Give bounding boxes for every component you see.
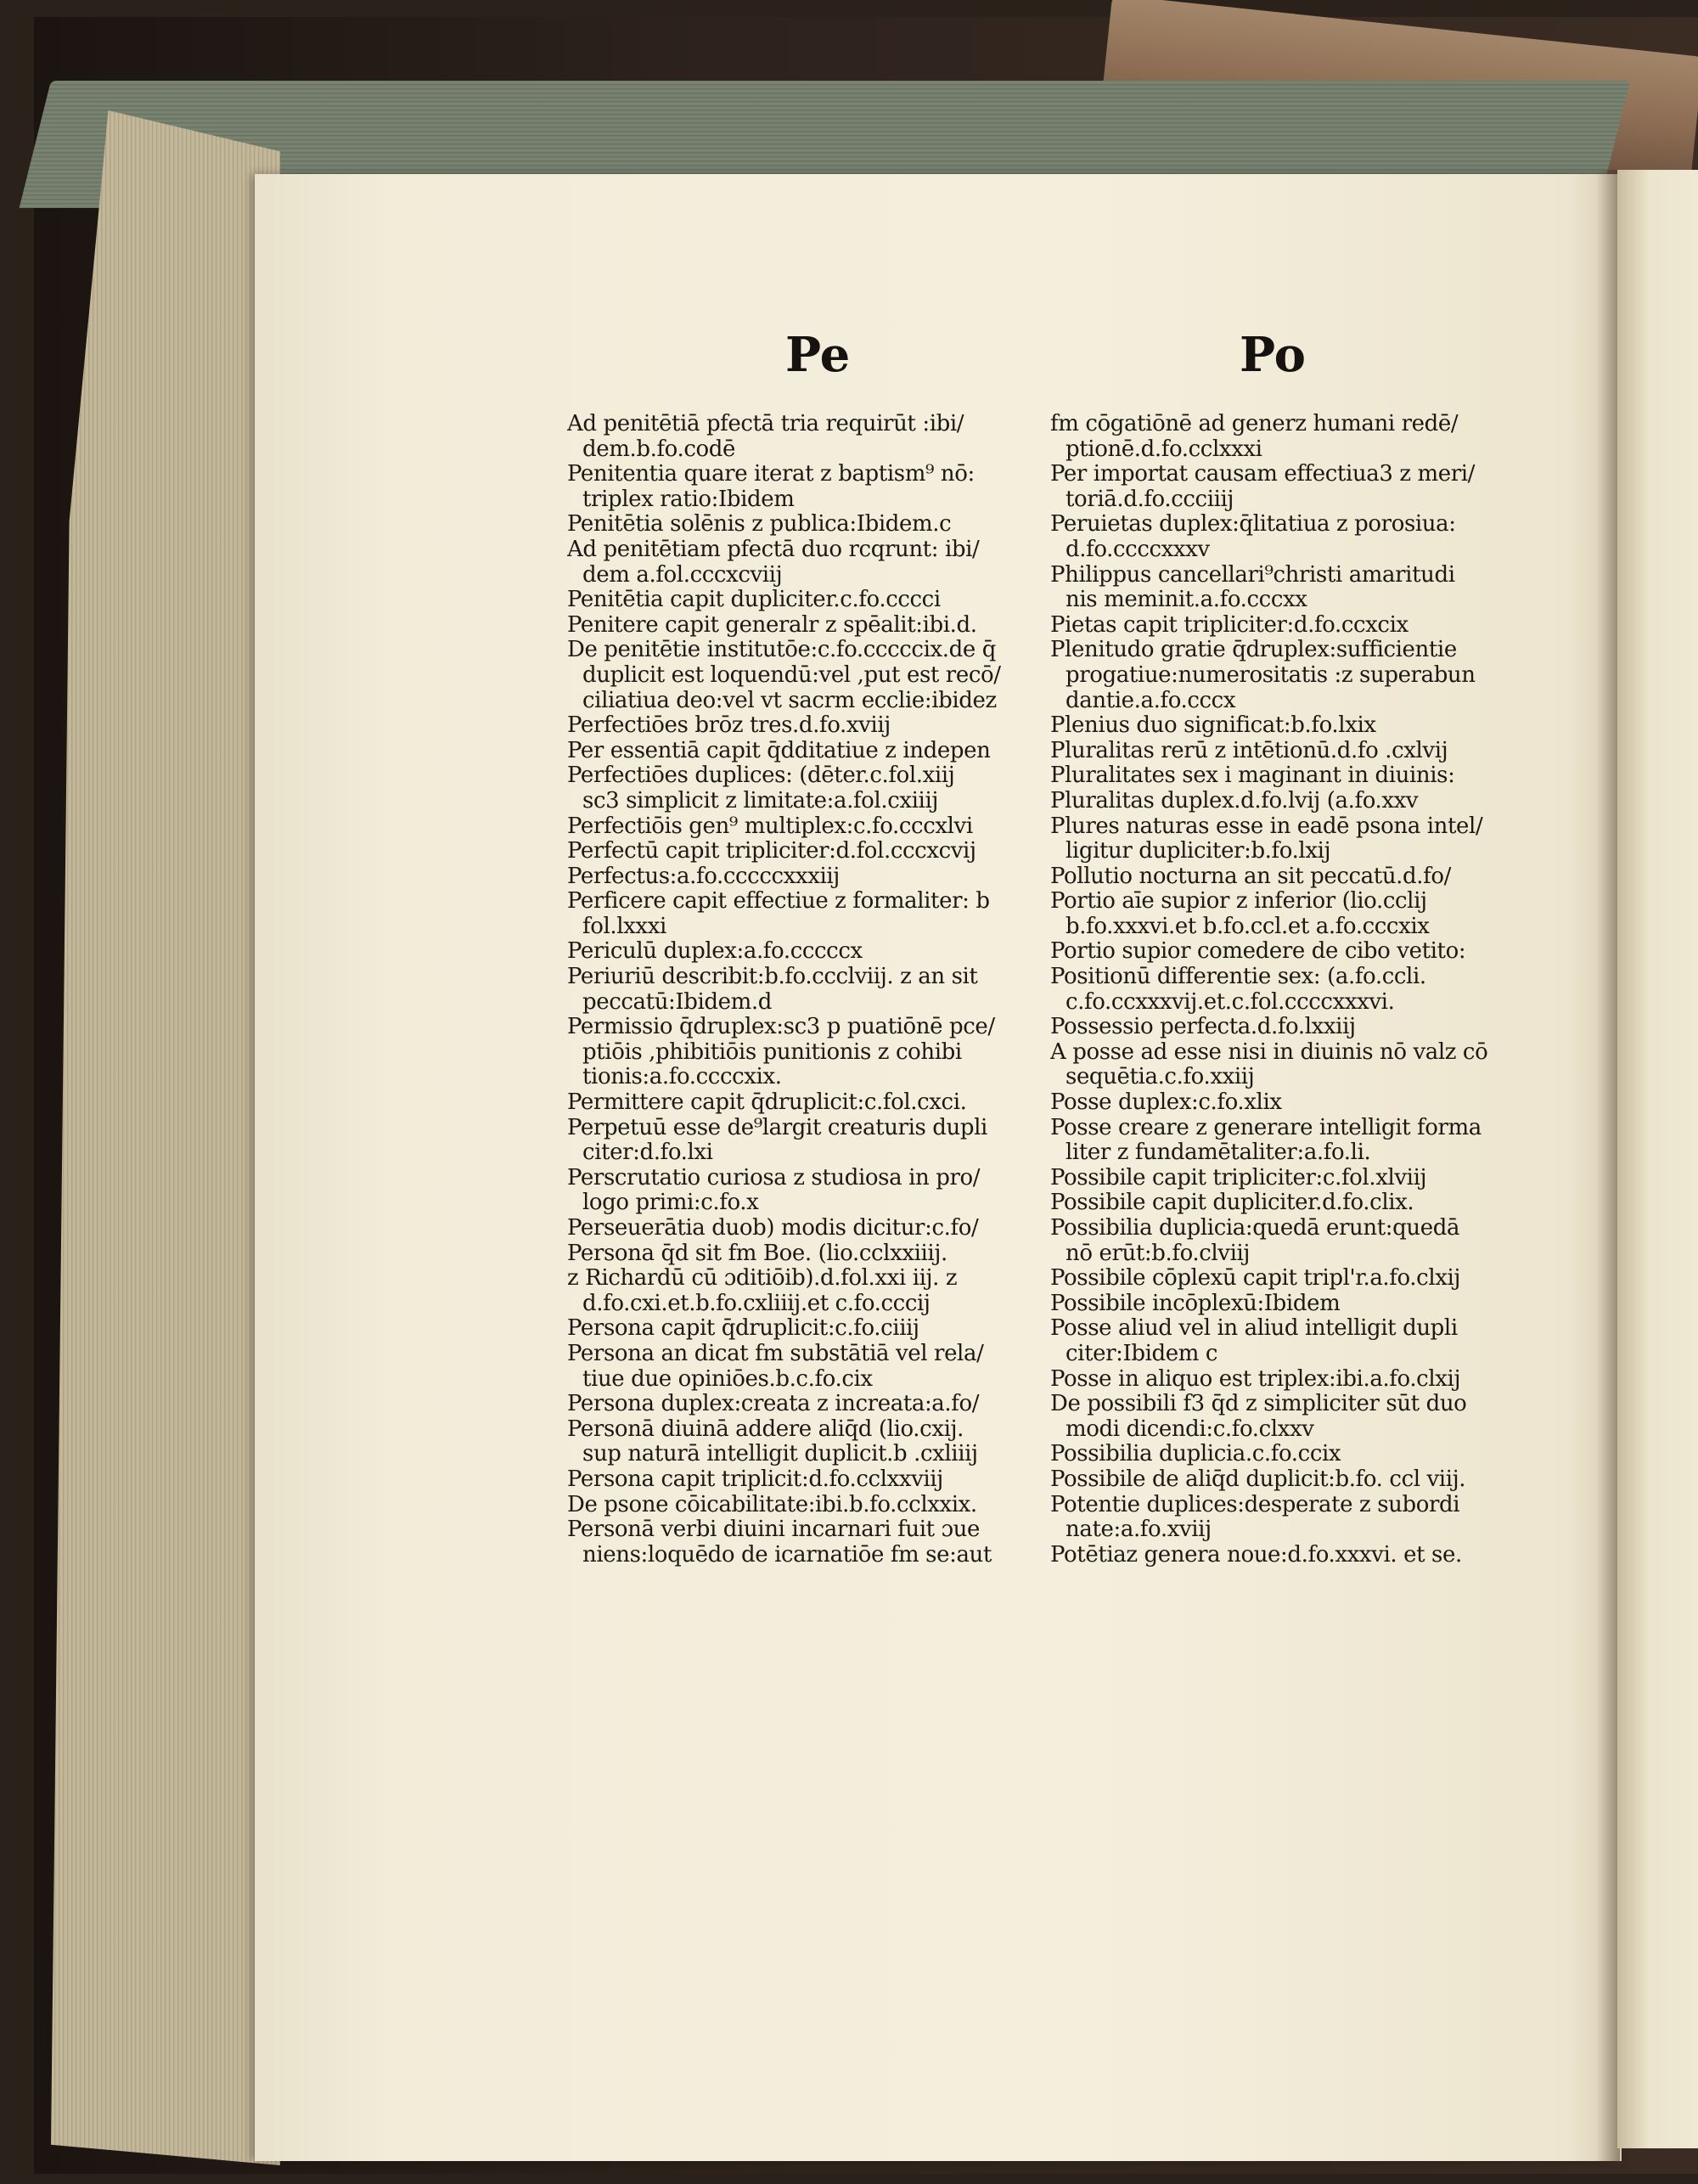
index-entry (567, 965, 1043, 1015)
index-entry (567, 1216, 1043, 1241)
entry-line: Per essentiā capit q̄dditatiue z indepen (567, 738, 991, 763)
entry-line: Penitētia solēnis z publica:Ibidem.c (567, 512, 952, 538)
entry-continuation: ptionē.d.fo.cclxxxi (1065, 436, 1262, 462)
index-entry (567, 1166, 1043, 1216)
entry-line: Plures naturas esse in eadē psona intel/ (1050, 813, 1483, 839)
index-entry (567, 1241, 1043, 1267)
index-entry (1050, 1543, 1538, 1568)
entry-continuation: nis meminit.a.fo.cccxx (1065, 587, 1307, 613)
index-entry (1050, 1116, 1538, 1166)
entry-line: Pluralitas duplex.d.fo.lvij (a.fo.xxv (1050, 788, 1419, 813)
entry-line: Per importat causam effectiua3 z meri/ (1050, 462, 1476, 487)
entry-continuation: liter z fundamētaliter:a.fo.li. (1065, 1140, 1371, 1166)
index-entry (1050, 1467, 1538, 1493)
index-entry (567, 1266, 1043, 1316)
running-head-left: Pe (785, 327, 851, 383)
index-entry (1050, 1040, 1538, 1090)
entry-continuation: citer:d.fo.lxi (582, 1140, 713, 1166)
index-entry (1050, 613, 1538, 639)
entry-line: Philippus cancellari⁹christi amaritudi (1050, 562, 1455, 588)
index-entry (1050, 864, 1538, 890)
entry-line: Persona duplex:creata z increata:a.fo/ (567, 1392, 980, 1417)
entry-continuation: modi dicendi:c.fo.clxxv (1065, 1416, 1314, 1442)
entry-line: Periuriū describit:b.fo.ccclviij. z an sit (567, 965, 978, 990)
index-entry (567, 889, 1043, 939)
entry-line: Persona an dicat fm substātiā vel rela/ (567, 1341, 984, 1366)
entry-line: Perseuerātia duob) modis dicitur:c.fo/ (567, 1216, 979, 1241)
index-entry (567, 814, 1043, 840)
entry-line: Pluralitates sex i maginant in diuinis: (1050, 763, 1455, 789)
entry-line: Possessio perfecta.d.fo.lxxiij (1050, 1015, 1356, 1040)
entry-line: Potētiaz genera noue:d.fo.xxxvi. et se. (1050, 1542, 1462, 1568)
entry-continuation: sup naturā intelligit duplicit.b .cxliiij (582, 1441, 978, 1467)
index-entry (1050, 713, 1538, 739)
index-entry (1050, 1166, 1538, 1191)
entry-continuation: nō erūt:b.fo.clviij (1065, 1240, 1251, 1266)
entry-line: Penitētia capit dupliciter.c.fo.cccci (567, 588, 941, 613)
index-entry (567, 939, 1043, 965)
entry-line: Posse duplex:c.fo.xlix (1050, 1090, 1282, 1116)
entry-line: Perfectiōis gen⁹ multiplex:c.fo.cccxlvi (567, 813, 973, 839)
entry-continuation: niens:loquēdo de icarnatiōe fm se:aut (582, 1541, 992, 1568)
page-stack-edge (51, 110, 280, 2165)
entry-continuation: d.fo.ccccxxxv (1065, 536, 1210, 562)
entry-line: Persona q̄d sit fm Boe. (lio.cclxxiiij. (567, 1241, 947, 1266)
entry-line: Plenius duo significat:b.fo.lxix (1050, 713, 1376, 739)
entry-line: Persona capit triplicit:d.fo.cclxxviij (567, 1466, 943, 1492)
index-entry (1050, 1216, 1538, 1266)
index-entry (1050, 889, 1538, 939)
index-entry (567, 412, 1043, 462)
entry-line: Posse in aliquo est triplex:ibi.a.fo.clxij (1050, 1366, 1461, 1392)
index-entry (567, 713, 1043, 739)
entry-line: Personā verbi diuini incarnari fuit ɔue (567, 1517, 981, 1543)
index-entry (1050, 638, 1538, 713)
entry-line: Perscrutatio curiosa z studiosa in pro/ (567, 1165, 981, 1191)
running-head-right: Po (1240, 327, 1306, 383)
entry-line: fm cōgatiōnē ad generz humani redē/ (1050, 412, 1459, 436)
entry-line: Personā diuinā addere aliq̄d (lio.cxij. (567, 1416, 964, 1442)
entry-line: Posse aliud vel in aliud intelligit dupli (1050, 1316, 1458, 1342)
entry-line: Possibile de aliq̄d duplicit:b.fo. ccl viij. (1050, 1466, 1466, 1492)
index-entry (567, 1015, 1043, 1090)
entry-continuation: tiue due opiniōes.b.c.fo.cix (582, 1365, 873, 1392)
entry-line: Perfectiōes duplices: (dēter.c.fol.xiij (567, 763, 955, 789)
index-entry (1050, 1392, 1538, 1442)
index-entry (567, 613, 1043, 639)
index-entry (1050, 814, 1538, 864)
entry-line: Possibilia duplicia:quedā erunt:quedā (1050, 1216, 1460, 1241)
entry-line: Perfectus:a.fo.cccccxxxiij (567, 864, 840, 889)
entry-continuation: ciliatiua deo:vel vt sacrm ecclie:ibidez (582, 687, 997, 713)
entry-line: Positionū differentie sex: (a.fo.ccli. (1050, 965, 1426, 990)
entry-line: Possibile capit dupliciter.d.fo.clix. (1050, 1191, 1414, 1216)
index-entry (567, 588, 1043, 613)
entry-continuation: c.fo.ccxxxvij.et.c.fol.ccccxxxvi. (1065, 988, 1395, 1015)
entry-continuation: nate:a.fo.xviij (1065, 1517, 1212, 1543)
entry-line: A posse ad esse nisi in diuinis nō valz cō (1050, 1039, 1488, 1065)
entry-line: Portio supior comedere de cibo vetito: (1050, 939, 1466, 965)
index-entry (1050, 462, 1538, 512)
index-entry (1050, 1292, 1538, 1317)
index-entry (1050, 563, 1538, 613)
right-page-edge (1617, 170, 1698, 2148)
entry-continuation: logo primi:c.fo.x (582, 1190, 759, 1216)
index-entry (1050, 763, 1538, 789)
index-entry (567, 1417, 1043, 1467)
entry-line: Perfectiōes brōz tres.d.fo.xviij (567, 713, 891, 739)
entry-continuation: sc3 simplicit z limitate:a.fol.cxiiij (582, 787, 939, 813)
entry-line: Peruietas duplex:q̄litatiua z porosiua: (1050, 512, 1456, 538)
entry-continuation: b.fo.xxxvi.et b.fo.ccl.et a.fo.cccxix (1065, 913, 1430, 939)
right-column (1050, 412, 1538, 1568)
entry-line: Perfectū capit tripliciter:d.fol.cccxcvij (567, 839, 976, 864)
entry-line: Possibile capit tripliciter:c.fol.xlviij (1050, 1165, 1427, 1191)
entry-line: De psone cōicabilitate:ibi.b.fo.cclxxix. (567, 1492, 977, 1517)
index-entry (567, 1316, 1043, 1342)
entry-line: Penitere capit generalr z spēalit:ibi.d. (567, 612, 977, 638)
index-entry (1050, 512, 1538, 562)
entry-line: Penitentia quare iterat z baptism⁹ nō: (567, 462, 975, 487)
entry-line: Permittere capit q̄druplicit:c.fol.cxci. (567, 1090, 967, 1116)
index-entry (567, 1493, 1043, 1518)
index-entry (567, 839, 1043, 864)
entry-line: Periculū duplex:a.fo.cccccx (567, 939, 863, 965)
entry-line: Persona capit q̄druplicit:c.fo.ciiij (567, 1316, 919, 1342)
index-entry (1050, 965, 1538, 1015)
index-entry (567, 1342, 1043, 1392)
entry-line: Ad penitētiā pfectā tria requirūt :ibi/ (567, 412, 964, 436)
entry-continuation: progatiue:numerositatis :z superabun (1065, 661, 1476, 688)
entry-line: Pietas capit tripliciter:d.fo.ccxcix (1050, 612, 1408, 638)
entry-continuation: ligitur dupliciter:b.fo.lxij (1065, 838, 1331, 864)
entry-continuation: dantie.a.fo.cccx (1065, 687, 1236, 713)
entry-continuation: triplex ratio:Ibidem (582, 486, 795, 512)
index-entry (1050, 1015, 1538, 1040)
index-entry (567, 638, 1043, 713)
index-entry (567, 1467, 1043, 1493)
index-entry (567, 864, 1043, 890)
index-entry (1050, 789, 1538, 814)
entry-line: z Richardū cū ɔditiōib).d.fol.xxi iij. z (567, 1266, 958, 1292)
index-entry (1050, 1090, 1538, 1116)
index-entry (1050, 1266, 1538, 1292)
index-entry (567, 512, 1043, 538)
index-entry (567, 1392, 1043, 1417)
entry-line: Pollutio nocturna an sit peccatū.d.fo/ (1050, 864, 1451, 889)
entry-continuation: toriā.d.fo.ccciiij (1065, 486, 1234, 512)
index-entry (1050, 412, 1538, 462)
index-entry (1050, 1367, 1538, 1393)
entry-continuation: dem a.fol.cccxcviij (582, 561, 783, 588)
entry-line: Ad penitētiam pfectā duo rcqrunt: ibi/ (567, 537, 980, 562)
index-entry (567, 538, 1043, 588)
entry-continuation: tionis:a.fo.ccccxix. (582, 1064, 782, 1090)
entry-line: Portio aīe supior z inferior (lio.cclij (1050, 889, 1427, 915)
entry-line: Possibile incōplexū:Ibidem (1050, 1291, 1341, 1316)
entry-line: Perficere capit effectiue z formaliter: b (567, 889, 990, 915)
entry-continuation: duplicit est loquendū:vel ,put est recō/ (582, 661, 1001, 688)
index-entry (1050, 939, 1538, 965)
index-entry (1050, 1493, 1538, 1543)
index-entry (567, 1090, 1043, 1116)
entry-line: Possibilia duplicia.c.fo.ccix (1050, 1442, 1341, 1467)
gutter-shadow (1596, 170, 1620, 2165)
entry-continuation: peccatū:Ibidem.d (582, 988, 773, 1015)
left-column (567, 412, 1043, 1568)
entry-line: Potentie duplices:desperate z subordi (1050, 1492, 1460, 1517)
entry-continuation: fol.lxxxi (582, 913, 666, 939)
entry-line: Plenitudo gratie q̄druplex:sufficientie (1050, 638, 1457, 663)
index-entry (567, 1517, 1043, 1568)
index-entry (567, 739, 1043, 764)
index-entry (567, 763, 1043, 813)
index-entry (1050, 1442, 1538, 1467)
index-entry (567, 1116, 1043, 1166)
index-entry (1050, 739, 1538, 764)
entry-continuation: sequētia.c.fo.xxiij (1065, 1064, 1255, 1090)
entry-line: De penitētie institutōe:c.fo.cccccix.de q̄ (567, 638, 996, 663)
entry-line: Pluralitas rerū z intētionū.d.fo .cxlvij (1050, 738, 1448, 763)
index-entry (567, 462, 1043, 512)
entry-line: Possibile cōplexū capit tripl'r.a.fo.clxij (1050, 1266, 1461, 1292)
entry-line: Posse creare z generare intelligit forma (1050, 1115, 1482, 1140)
entry-continuation: d.fo.cxi.et.b.fo.cxliiij.et c.fo.cccij (582, 1290, 931, 1316)
entry-continuation: citer:Ibidem c (1065, 1340, 1218, 1366)
index-entry (1050, 1316, 1538, 1366)
index-entry (1050, 1191, 1538, 1216)
entry-line: De possibili f3 q̄d z simpliciter sūt duo (1050, 1392, 1467, 1417)
entry-line: Perpetuū esse de⁹largit creaturis dupli (567, 1115, 987, 1140)
entry-line: Permissio q̄druplex:sc3 p puatiōnē pce/ (567, 1015, 995, 1040)
entry-continuation: dem.b.fo.codē (582, 436, 735, 462)
entry-continuation: ptiōis ,phibitiōis punitionis z cohibi (582, 1039, 962, 1065)
